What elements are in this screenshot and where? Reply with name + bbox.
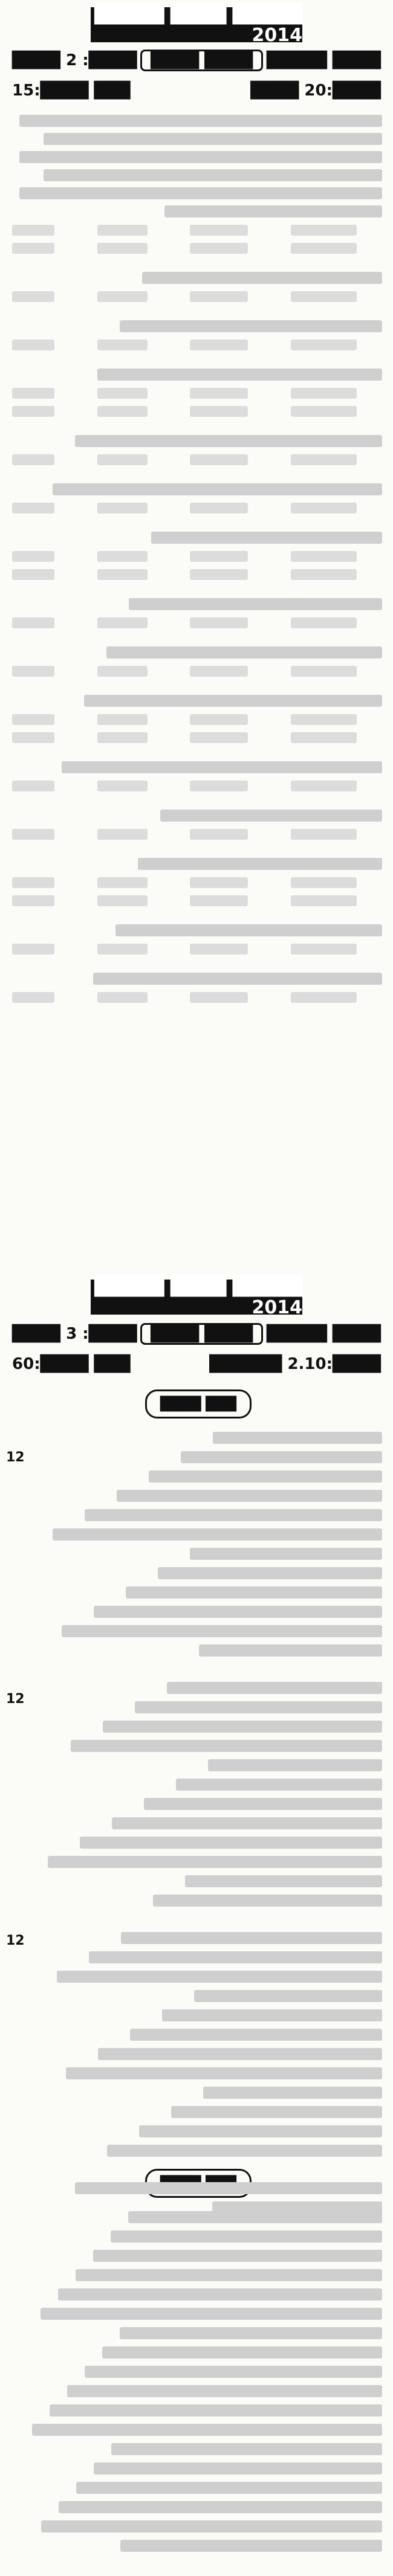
mcq-question [84, 695, 382, 707]
mcq-option [291, 944, 357, 955]
short-question-line [98, 2048, 382, 2060]
mcq-options-row [12, 243, 357, 256]
mcq-option [12, 781, 54, 791]
instruction-line [19, 115, 382, 127]
paper-two-group: ████ ████ [140, 1323, 263, 1345]
mcq-option [97, 569, 148, 580]
paper-two-banner: █████ ████ █████ 2014 [91, 1280, 302, 1315]
short-question-line [139, 2125, 382, 2137]
mcq-option [12, 551, 54, 562]
short-question-line [181, 1451, 382, 1463]
section-one-heading: ████ ███ [145, 1389, 252, 1418]
mcq-option [97, 877, 148, 888]
paper-one-marks: ███ ████:15 [12, 82, 131, 100]
short-question-line [94, 1606, 382, 1618]
mcq-question [75, 435, 382, 447]
mcq-option [190, 877, 248, 888]
paper-one-time-row [12, 79, 381, 103]
short-question-line [85, 1509, 382, 1521]
mcq-question [115, 924, 382, 936]
mcq-option [12, 666, 54, 677]
long-question-line [32, 2424, 382, 2436]
marks-q2: 12 [6, 1450, 25, 1465]
short-question-line [149, 1470, 382, 1483]
mcq-options-row [12, 617, 357, 631]
paper-two-subject: ████ █████ [266, 1325, 381, 1343]
short-question-line [208, 1759, 382, 1771]
paper-one-time: ████:20 ████ [250, 82, 381, 100]
mcq-option [291, 291, 357, 302]
short-question-line [71, 1740, 382, 1752]
short-question-line [162, 2009, 382, 2021]
instruction-line [19, 187, 382, 199]
long-question-line [120, 2540, 382, 2552]
long-question-line [94, 2462, 382, 2475]
short-question-line [107, 2145, 382, 2157]
mcq-option [97, 895, 148, 906]
mcq-option [12, 992, 54, 1003]
mcq-question [142, 272, 382, 284]
mcq-options-row [12, 895, 357, 909]
long-question-line [67, 2385, 382, 2397]
mcq-options-row [12, 388, 357, 401]
mcq-options-row [12, 551, 357, 564]
mcq-option [12, 291, 54, 302]
mcq-option [190, 551, 248, 562]
paper-one-part: ████: 2 ████ [12, 51, 137, 69]
mcq-option [291, 829, 357, 840]
mcq-option [190, 406, 248, 417]
mcq-option [97, 225, 148, 236]
short-question-line [53, 1528, 382, 1541]
short-question-line [194, 1990, 382, 2002]
mcq-option [291, 406, 357, 417]
mcq-option [12, 406, 54, 417]
short-question-line [203, 2087, 382, 2099]
mcq-option [291, 225, 357, 236]
mcq-option [190, 388, 248, 399]
short-question-line [80, 1837, 382, 1849]
mcq-option [190, 225, 248, 236]
mcq-option [291, 992, 357, 1003]
mcq-option [291, 617, 357, 628]
mcq-options-row [12, 944, 357, 957]
mcq-options-row [12, 829, 357, 842]
mcq-option [190, 829, 248, 840]
short-question-line [158, 1567, 382, 1579]
mcq-option [97, 340, 148, 350]
paper-one-group: ████ ████ [140, 50, 263, 71]
mcq-option [12, 617, 54, 628]
mcq-question [138, 858, 382, 870]
mcq-option [291, 340, 357, 350]
long-question-line [93, 2250, 382, 2262]
paper-one-subject: ████ █████ [266, 51, 381, 69]
mcq-options-row [12, 291, 357, 304]
mcq-option [97, 829, 148, 840]
mcq-option [12, 454, 54, 465]
mcq-option [97, 944, 148, 955]
mcq-question [164, 205, 382, 217]
mcq-option [12, 895, 54, 906]
mcq-option [12, 944, 54, 955]
short-question-line [89, 1951, 382, 1963]
long-question-line [111, 2443, 382, 2455]
mcq-option [12, 877, 54, 888]
long-question-line [76, 2482, 382, 2494]
mcq-option [97, 388, 148, 399]
mcq-option [12, 225, 54, 236]
mcq-option [291, 551, 357, 562]
short-question-line [57, 1971, 382, 1983]
mcq-option [190, 992, 248, 1003]
long-question-line [76, 2269, 382, 2281]
mcq-question [62, 761, 382, 773]
mcq-options-row [12, 225, 357, 238]
mcq-option [190, 503, 248, 514]
mcq-question [129, 598, 382, 610]
mcq-option [190, 340, 248, 350]
mcq-option [291, 503, 357, 514]
marks-q4: 12 [6, 1933, 25, 1948]
instruction-line [44, 133, 382, 145]
paper-two-marks: ███ ████:60 [12, 1355, 131, 1373]
short-question-line [75, 2182, 382, 2194]
mcq-option [97, 666, 148, 677]
marks-q3: 12 [6, 1692, 25, 1707]
short-question-line [144, 1798, 382, 1810]
mcq-option [97, 781, 148, 791]
mcq-options-row [12, 406, 357, 419]
mcq-question [120, 320, 382, 332]
mcq-option [190, 895, 248, 906]
mcq-option [12, 388, 54, 399]
instruction-line [19, 151, 382, 163]
short-question-line [126, 1586, 382, 1599]
mcq-question [160, 810, 382, 822]
paper-one-subject-row [12, 48, 381, 72]
mcq-option [12, 714, 54, 725]
mcq-question [106, 646, 382, 658]
mcq-option [97, 551, 148, 562]
short-question-line [66, 2067, 382, 2079]
mcq-option [97, 714, 148, 725]
mcq-option [12, 243, 54, 254]
long-question-line [102, 2346, 382, 2359]
long-question-line [59, 2501, 382, 2513]
mcq-option [291, 666, 357, 677]
mcq-option [291, 877, 357, 888]
mcq-options-row [12, 454, 357, 468]
mcq-question [53, 483, 382, 495]
long-question-line [58, 2288, 382, 2301]
mcq-options-row [12, 732, 357, 745]
short-question-line [103, 1721, 382, 1733]
mcq-option [190, 454, 248, 465]
mcq-question [97, 369, 382, 381]
paper-two-subject-row [12, 1322, 381, 1346]
mcq-options-row [12, 503, 357, 516]
mcq-option [12, 732, 54, 743]
mcq-option [291, 454, 357, 465]
mcq-options-row [12, 569, 357, 582]
mcq-option [291, 895, 357, 906]
mcq-option [190, 732, 248, 743]
paper-two-part: ████: 3 ████ [12, 1325, 137, 1343]
mcq-option [97, 617, 148, 628]
mcq-options-row [12, 340, 357, 353]
mcq-question [151, 532, 382, 544]
short-question-line [121, 1932, 382, 1944]
mcq-options-row [12, 877, 357, 890]
short-question-line [176, 1779, 382, 1791]
mcq-question [93, 973, 382, 985]
mcq-option [12, 340, 54, 350]
mcq-option [190, 666, 248, 677]
mcq-option [97, 992, 148, 1003]
instruction-line [44, 169, 382, 181]
mcq-option [97, 454, 148, 465]
mcq-option [291, 732, 357, 743]
mcq-option [291, 714, 357, 725]
short-question-line [167, 1682, 382, 1694]
mcq-option [12, 569, 54, 580]
mcq-option [291, 388, 357, 399]
long-question-line [41, 2308, 382, 2320]
mcq-option [190, 714, 248, 725]
mcq-option [190, 781, 248, 791]
short-question-line [130, 2029, 382, 2041]
mcq-option [12, 829, 54, 840]
mcq-option [190, 291, 248, 302]
short-question-line [153, 1895, 382, 1907]
short-question-line [117, 1490, 382, 1502]
paper-two-time-row [12, 1352, 381, 1376]
mcq-option [97, 503, 148, 514]
mcq-option [97, 243, 148, 254]
mcq-option [291, 243, 357, 254]
short-question-line [62, 1625, 382, 1637]
paper-one-banner: █████ ████ █████ 2014 [91, 7, 302, 42]
long-question-line [111, 2230, 382, 2243]
mcq-option [190, 617, 248, 628]
long-question-line [85, 2366, 382, 2378]
mcq-option [97, 291, 148, 302]
long-question-line [120, 2327, 382, 2339]
short-question-line [171, 2106, 382, 2118]
mcq-option [190, 243, 248, 254]
mcq-option [291, 569, 357, 580]
short-question-line [112, 1817, 382, 1829]
short-question-line [199, 1644, 382, 1657]
mcq-options-row [12, 666, 357, 679]
mcq-option [291, 781, 357, 791]
mcq-option [97, 732, 148, 743]
mcq-option [97, 406, 148, 417]
mcq-option [190, 569, 248, 580]
short-question-line [213, 1432, 382, 1444]
mcq-option [190, 944, 248, 955]
mcq-option [12, 503, 54, 514]
mcq-options-row [12, 781, 357, 794]
mcq-options-row [12, 714, 357, 727]
short-question-line [135, 1701, 382, 1713]
paper-two-time: ████:2.10 ██████ [209, 1355, 381, 1373]
long-question-line [128, 2211, 382, 2223]
long-question-line [41, 2520, 382, 2533]
short-question-line [48, 1856, 382, 1868]
long-question-line [50, 2404, 382, 2417]
short-question-line [185, 1875, 382, 1887]
mcq-options-row [12, 992, 357, 1005]
short-question-line [190, 1548, 382, 1560]
